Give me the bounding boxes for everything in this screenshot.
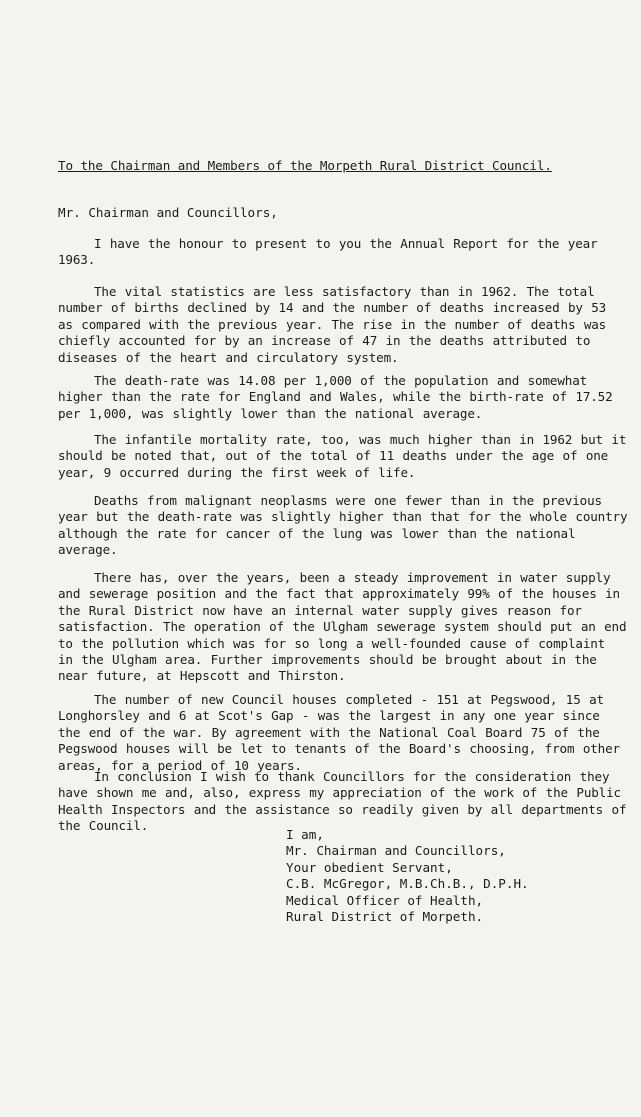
paragraph-council-houses: The number of new Council houses completed - 151 at Pegswood, 15 at Longhorsley and 6 at Scot's Gap - was the largest in any one year since the end of the war. By agreement with the National Coal Board 75 of the Pegswood houses will be let to tenants of the Board's choosing, from other areas, for a period of 10 years. xyxy=(58,692,620,773)
letter-heading: To the Chairman and Members of the Morpeth Rural District Council. xyxy=(58,158,552,173)
signatory-title: Medical Officer of Health, xyxy=(286,892,484,908)
salutation: Mr. Chairman and Councillors, xyxy=(58,205,278,220)
paragraph-neoplasms: Deaths from malignant neoplasms were one fewer than in the previous year but the death-rate was slightly higher than that for the whole country although the rate for cancer of the lung was lower than the national average. xyxy=(58,493,628,558)
paragraph-conclusion: In conclusion I wish to thank Councillors for the consideration they have shown me and, also, express my appreciation of the work of the Public Health Inspectors and the assistance so readily given by all departments of the Council. xyxy=(58,769,627,834)
signatory-name: C.B. McGregor, M.B.Ch.B., D.P.H. xyxy=(286,876,529,892)
paragraph-intro: I have the honour to present to you the Annual Report for the year 1963. xyxy=(58,236,598,268)
signoff-line: I am, xyxy=(286,827,324,842)
signatory-district: Rural District of Morpeth. xyxy=(286,908,484,924)
signature-block xyxy=(286,827,529,925)
paragraph-death-rate: The death-rate was 14.08 per 1,000 of the population and somewhat higher than the rate for England and Wales, while the birth-rate of 17.52 per 1,000, was slightly lower than the national average. xyxy=(58,373,613,421)
signoff-line: Your obedient Servant, xyxy=(286,859,453,875)
paragraph-vital-statistics: The vital statistics are less satisfactory than in 1962. The total number of births declined by 14 and the number of deaths increased by 53 as compared with the previous year. The rise in the number of deaths was chiefly accounted for by an increase of 47 in the deaths attributed to diseases of the heart and circulatory system. xyxy=(58,284,607,365)
paragraph-infantile-mortality: The infantile mortality rate, too, was much higher than in 1962 but it should be noted that, out of the total of 11 deaths under the age of one year, 9 occurred during the first week of life. xyxy=(58,432,627,480)
paragraph-water-supply: There has, over the years, been a steady improvement in water supply and sewerage position and the fact that approximately 99% of the houses in the Rural District now have an internal water supply gives reason for satisfaction. The operation of the Ulgham sewerage system should put an end to the pollution which was for so long a well-founded cause of complaint in the Ulgham area. Further improvements should be brought about in the near future, at Hepscott and Thirston. xyxy=(58,570,627,684)
signoff-line: Mr. Chairman and Councillors, xyxy=(286,843,506,859)
